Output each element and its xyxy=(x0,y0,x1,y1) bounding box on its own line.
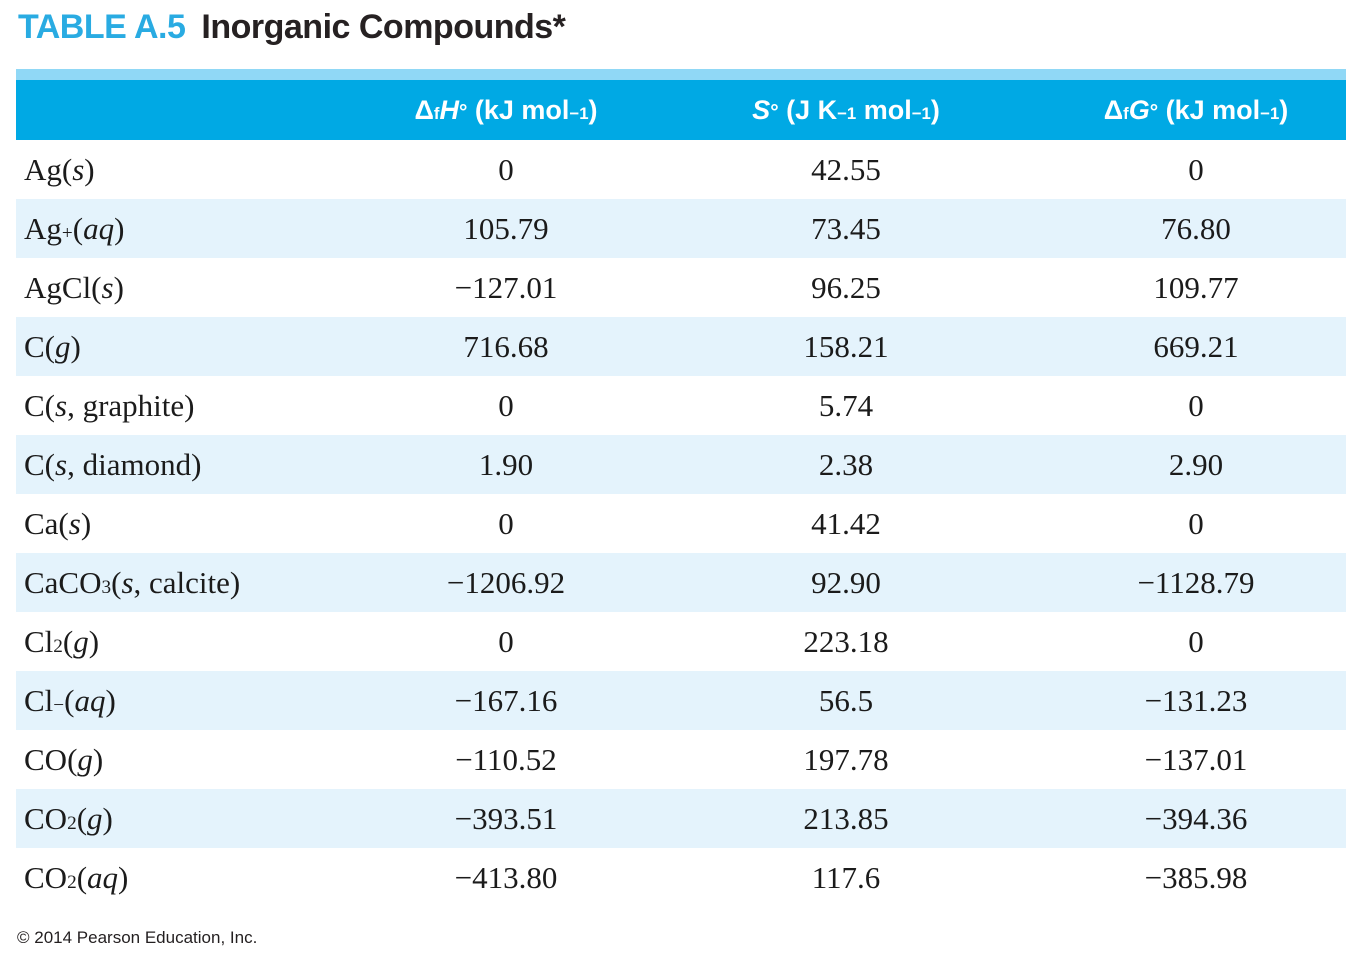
S-value: 92.90 xyxy=(811,564,881,600)
compound-cell: C(s, graphite) xyxy=(24,387,195,423)
compound-cell: CO2(g) xyxy=(24,800,113,836)
delta-f-H-value: −1206.92 xyxy=(446,564,566,600)
compound-cell: Ag+(aq) xyxy=(24,210,125,246)
compound-cell: Ca(s) xyxy=(24,505,92,541)
S-value: 5.74 xyxy=(818,387,874,423)
delta-f-G-value: 0 xyxy=(1188,151,1204,187)
table-row xyxy=(16,199,1346,258)
S-value: 73.45 xyxy=(811,210,881,246)
delta-f-G-value: 0 xyxy=(1188,387,1204,423)
delta-f-H-value: 0 xyxy=(498,505,514,541)
delta-f-H-value: −393.51 xyxy=(454,800,558,836)
table-row xyxy=(16,376,1346,435)
S-value: 42.55 xyxy=(811,151,881,187)
table-row xyxy=(16,140,1346,199)
delta-f-G-value: 2.90 xyxy=(1168,446,1224,482)
table-row xyxy=(16,671,1346,730)
S-value: 197.78 xyxy=(803,741,889,777)
table-number-label: TABLE A.5 xyxy=(18,8,186,46)
table-row xyxy=(16,553,1346,612)
delta-f-H-value: −127.01 xyxy=(454,269,558,305)
table-row xyxy=(16,258,1346,317)
data-table xyxy=(16,69,1346,907)
copyright-text: © 2014 Pearson Education, Inc. xyxy=(17,928,258,947)
S-value: 158.21 xyxy=(803,328,889,364)
delta-f-G-value: −137.01 xyxy=(1144,741,1248,777)
table-row xyxy=(16,789,1346,848)
delta-f-G-value: 0 xyxy=(1188,623,1204,659)
compound-cell: CaCO3(s, calcite) xyxy=(24,564,241,600)
delta-f-G-value: −394.36 xyxy=(1144,800,1248,836)
delta-f-H-value: 1.90 xyxy=(478,446,534,482)
delta-f-G-value: −385.98 xyxy=(1144,859,1248,895)
table-body xyxy=(16,140,1346,907)
delta-f-G-value: 0 xyxy=(1188,505,1204,541)
compound-cell: Ag(s) xyxy=(24,151,95,187)
delta-f-H-value: −110.52 xyxy=(455,741,557,777)
table-row xyxy=(16,848,1346,907)
compound-cell: C(s, diamond) xyxy=(24,446,202,482)
delta-f-G-value: −1128.79 xyxy=(1137,564,1255,600)
delta-f-H-value: 105.79 xyxy=(463,210,549,246)
delta-f-G-value: 669.21 xyxy=(1153,328,1239,364)
table-row xyxy=(16,435,1346,494)
delta-f-H-value: 0 xyxy=(498,151,514,187)
delta-f-G-value: 109.77 xyxy=(1153,269,1239,305)
S-value: 96.25 xyxy=(811,269,881,305)
table-header-row xyxy=(16,80,1346,140)
delta-f-H-value: 0 xyxy=(498,623,514,659)
header-cell-S: S° (J $K^{-1}$ mol$^{-1}$) xyxy=(752,94,940,125)
table-row xyxy=(16,730,1346,789)
header-cell-delta-f-H: ΔfH° (kJ mol$^{-1}$) xyxy=(414,94,598,125)
delta-f-H-value: 0 xyxy=(498,387,514,423)
S-value: 56.5 xyxy=(818,682,874,718)
S-value: 213.85 xyxy=(803,800,889,836)
page-title xyxy=(18,8,565,47)
delta-f-G-value: 76.80 xyxy=(1161,210,1231,246)
S-value: 41.42 xyxy=(811,505,881,541)
compound-cell: CO(g) xyxy=(24,741,104,777)
compound-cell: Cl2(g) xyxy=(24,623,100,659)
S-value: 117.6 xyxy=(811,859,881,895)
delta-f-H-value: −167.16 xyxy=(454,682,558,718)
delta-f-H-value: −413.80 xyxy=(454,859,558,895)
delta-f-G-value: −131.23 xyxy=(1144,682,1248,718)
table-row xyxy=(16,612,1346,671)
compound-cell: AgCl(s) xyxy=(24,269,124,305)
compound-cell: CO2(aq) xyxy=(24,859,129,895)
compound-cell: C(g) xyxy=(24,328,81,364)
delta-f-H-value: 716.68 xyxy=(463,328,549,364)
table-title-text: Inorganic Compounds* xyxy=(201,8,566,46)
S-value: 223.18 xyxy=(803,623,889,659)
table-row xyxy=(16,317,1346,376)
header-top-stripe xyxy=(16,69,1346,80)
S-value: 2.38 xyxy=(818,446,874,482)
table-row xyxy=(16,494,1346,553)
compound-cell: Cl−(aq) xyxy=(24,682,116,718)
header-cell-delta-f-G: ΔfG° (kJ mol$^{-1}$) xyxy=(1103,94,1289,125)
